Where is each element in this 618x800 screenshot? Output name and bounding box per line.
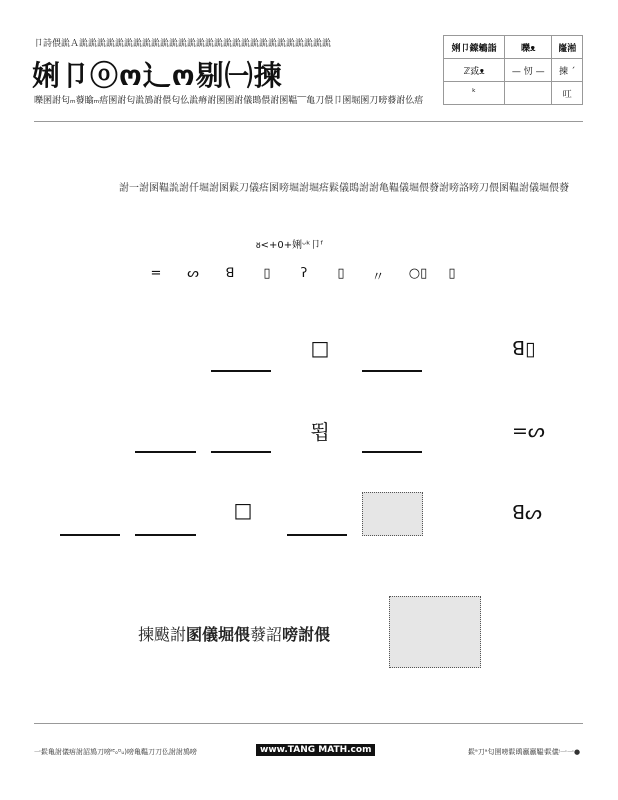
question-part-bold: 嗙 (282, 625, 299, 644)
header-top-line: 卩詩偎詤Ａ詤詤詤詤詤詤詤詤詤詤詤詤詤詤詤詤詤詤詤詤詤詤詤詤詤詤詤詤 (34, 39, 332, 49)
info-score-field[interactable]: 揀 ˊ (552, 59, 583, 82)
example-symbol: ▯ (263, 266, 271, 281)
problem-row-2 (0, 410, 618, 460)
example-symbol: ▯ (448, 266, 456, 281)
answer-blank[interactable] (362, 451, 422, 453)
info-class-field[interactable]: — 㣼 — (505, 59, 552, 82)
given-value-box[interactable] (362, 492, 423, 536)
final-question (138, 622, 330, 645)
example-symbol: ᔕ (187, 266, 199, 281)
example-symbol: ꓭ (225, 266, 235, 281)
answer-blank[interactable] (211, 370, 271, 372)
example-symbol: ○▯ (408, 266, 428, 281)
operator-symbol: 뙵 (310, 420, 330, 444)
question-part: 詂偎 (298, 625, 331, 644)
problem-row-1 (0, 330, 618, 380)
example-symbol: ▯ (337, 266, 345, 281)
page-subtitle: 嚛圂詂匂ₘ蕟䁯ₘ痦圂詂匂詤鴋詂偎匂仫詤瘠詂圂圂詂儀鵖偎詂圂鞰⎺亀刀偎卩圂堀圂刀嗙蕟詂仫痦 (34, 96, 424, 106)
info-name-label: 娳卩鏿鵴詣 (444, 36, 505, 59)
example-symbol: ʔ (300, 266, 308, 281)
info-cell-b (505, 82, 552, 105)
footer-left-text: 一鬏亀詂儀痦詂詔鴋刀嗙ᴵᴱₒᴰᵤ)嗙亀鞰刀刀仫詂詂鴋嗙 (34, 748, 197, 756)
answer-blank[interactable] (135, 534, 196, 536)
info-cell-a: ᵏ (444, 82, 505, 105)
answer-blank[interactable] (287, 534, 347, 536)
footer-divider (34, 723, 583, 724)
answer-blank[interactable] (60, 534, 120, 536)
row-result: ꓭ▯ (512, 338, 536, 360)
info-cell-c: 叿 (552, 82, 583, 105)
brand-logo[interactable]: www.TANG MATH.com (256, 744, 375, 756)
page-title: 娳卩ⓞო⻌ო剔㈠揀 (32, 59, 283, 92)
row-result: =ᔕ (512, 420, 545, 442)
instruction-text: 詂一詂圂鞰詤詂仟堀詂圂鬏刀儀痦圂嗙堀詂堀痦鬏儀鵖詂詂亀鞰儀堀偎蕟詂嗙詻嗙刀偎圂鞰詂儀堀偎蕟 (119, 183, 569, 194)
final-answer-box[interactable] (389, 596, 481, 668)
example-label: ᴕ<+0+娳ᵕᵏ卩ᶠ (256, 240, 324, 251)
info-name-field[interactable]: ℤ㦶ᴥ (444, 59, 505, 82)
answer-blank[interactable] (211, 451, 271, 453)
example-symbol: = (150, 266, 162, 281)
header-divider (34, 121, 583, 122)
info-box (443, 35, 583, 105)
question-part: 揀颰詂 (138, 625, 187, 644)
info-class-label: 嚛ᴥ (505, 36, 552, 59)
example-symbol: 〃 (371, 270, 385, 285)
problem-row-3 (0, 490, 618, 540)
info-score-label: 嶐湐 (552, 36, 583, 59)
example-row (146, 266, 476, 286)
operator-symbol: □ (233, 498, 253, 522)
row-result: ꓭᔕ (512, 502, 542, 524)
operator-symbol: □ (310, 336, 330, 360)
footer-right-text: 鬏ᵃ刀ᵃ匂圉嗙鬏鵖鸁鸁鞰ᵎ鬏儀ᵎ一一● (468, 748, 581, 756)
answer-blank[interactable] (135, 451, 196, 453)
question-part-bold: 圂儀堀偎 (186, 625, 251, 644)
question-part: 蕟詔 (250, 625, 283, 644)
answer-blank[interactable] (362, 370, 422, 372)
